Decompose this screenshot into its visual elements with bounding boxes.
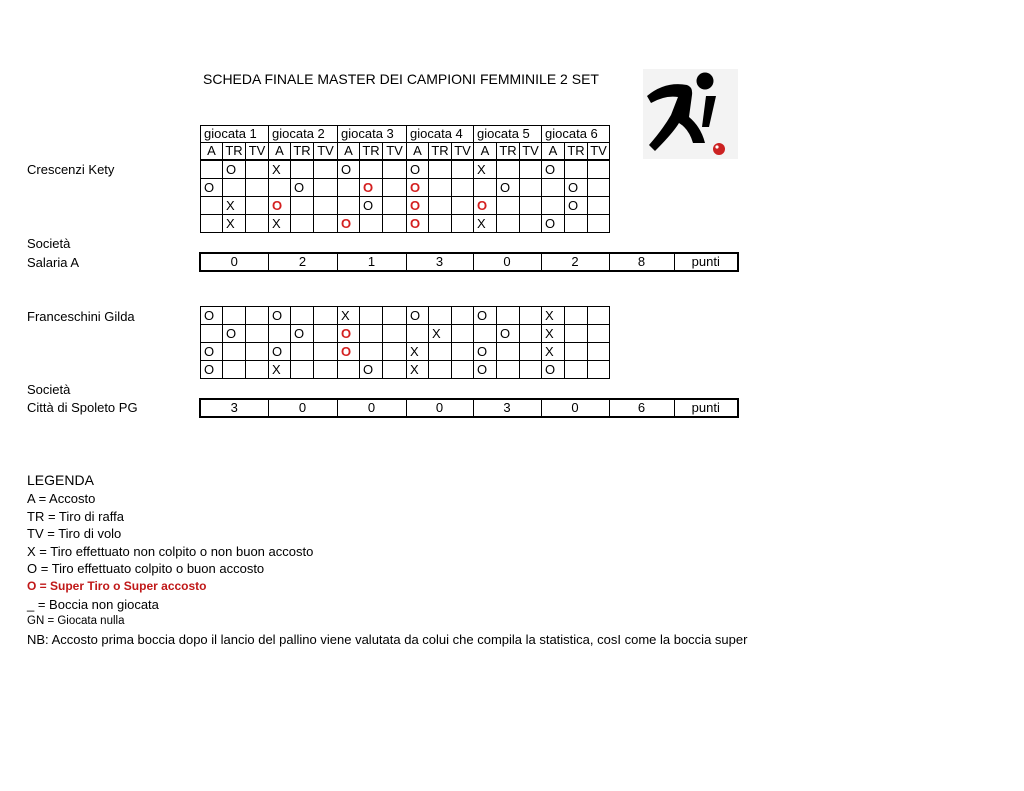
- shot-cell: [452, 361, 474, 379]
- giocata-score: 2: [541, 253, 609, 271]
- societa-label: Società: [27, 236, 71, 251]
- shot-cell: O: [407, 215, 429, 233]
- legend: [27, 471, 747, 648]
- shot-cell: [338, 361, 360, 379]
- shot-cell: [497, 215, 520, 233]
- player-name: Crescenzi Kety: [27, 162, 115, 177]
- shot-cell: [452, 197, 474, 215]
- shot-cell: O: [269, 307, 291, 325]
- shot-cell: [383, 325, 407, 343]
- shot-cell: [246, 307, 269, 325]
- shot-cell: [429, 161, 452, 179]
- legend-title: LEGENDA: [27, 472, 94, 488]
- societa-name: Salaria A: [27, 255, 80, 270]
- shot-cell: [452, 343, 474, 361]
- shot-cell: O: [542, 161, 565, 179]
- shot-type-header: TR: [360, 143, 383, 160]
- shot-cell: [314, 343, 338, 361]
- shot-type-header: TV: [246, 143, 269, 160]
- giocata-score: 0: [473, 253, 541, 271]
- shot-cell: [497, 307, 520, 325]
- shot-type-header: A: [474, 143, 497, 160]
- shot-cell: [588, 161, 610, 179]
- shot-cell: O: [223, 161, 246, 179]
- total-score: 8: [609, 253, 674, 271]
- player-1-grid: [200, 160, 610, 233]
- shot-cell: [429, 215, 452, 233]
- shot-cell: O: [407, 161, 429, 179]
- shot-cell: [383, 161, 407, 179]
- shot-cell: [429, 179, 452, 197]
- legend-line: X = Tiro effettuato non colpito o non buon accosto: [27, 543, 314, 559]
- shot-cell: [246, 179, 269, 197]
- shot-cell: O: [565, 197, 588, 215]
- shot-cell: [588, 197, 610, 215]
- shot-cell: X: [429, 325, 452, 343]
- bocce-player-logo: [643, 69, 738, 159]
- shot-cell: O: [269, 197, 291, 215]
- shot-cell: O: [497, 179, 520, 197]
- shot-cell: [407, 325, 429, 343]
- punti-label: punti: [674, 253, 738, 271]
- shot-cell: O: [223, 325, 246, 343]
- shot-cell: X: [407, 361, 429, 379]
- shot-cell: [452, 307, 474, 325]
- shot-cell: [497, 361, 520, 379]
- shot-cell: O: [360, 197, 383, 215]
- legend-line: _ = Boccia non giocata: [27, 596, 159, 612]
- shot-cell: [246, 197, 269, 215]
- shot-cell: [520, 343, 542, 361]
- shot-cell: [520, 325, 542, 343]
- shot-cell: [201, 197, 223, 215]
- player-name: Franceschini Gilda: [27, 309, 135, 324]
- shot-cell: [291, 197, 314, 215]
- legend-nb-line: NB: Accosto prima boccia dopo il lancio del pallino viene valutata da colui che compila la statistica, cosI come la boccia super: [27, 631, 748, 647]
- shot-cell: [246, 161, 269, 179]
- shot-type-header: TV: [588, 143, 610, 160]
- shot-cell: [588, 361, 610, 379]
- shot-cell: X: [223, 215, 246, 233]
- shot-cell: X: [407, 343, 429, 361]
- shot-type-header: TV: [452, 143, 474, 160]
- giocata-score: 1: [337, 253, 406, 271]
- giocata-score: 0: [337, 399, 406, 417]
- shot-cell: [314, 161, 338, 179]
- shot-cell: [542, 197, 565, 215]
- shot-cell: X: [542, 307, 565, 325]
- giocata-score: 0: [406, 399, 473, 417]
- giocata-header: giocata 3: [338, 126, 407, 143]
- shot-cell: [474, 179, 497, 197]
- shot-cell: [314, 179, 338, 197]
- shot-cell: X: [269, 161, 291, 179]
- total-score: 6: [609, 399, 674, 417]
- shot-cell: O: [542, 215, 565, 233]
- shot-cell: X: [542, 343, 565, 361]
- shot-cell: O: [497, 325, 520, 343]
- shot-cell: [360, 325, 383, 343]
- shot-cell: [474, 325, 497, 343]
- shot-cell: O: [338, 215, 360, 233]
- shot-cell: O: [474, 361, 497, 379]
- shot-cell: [291, 361, 314, 379]
- shot-cell: [314, 215, 338, 233]
- shot-cell: O: [360, 179, 383, 197]
- societa-label: Società: [27, 382, 71, 397]
- shot-cell: [520, 307, 542, 325]
- shot-cell: X: [474, 161, 497, 179]
- giocata-header: giocata 1: [201, 126, 269, 143]
- shot-type-header: TV: [383, 143, 407, 160]
- shot-cell: [452, 215, 474, 233]
- shot-type-header: TV: [520, 143, 542, 160]
- shot-cell: O: [407, 179, 429, 197]
- shot-cell: [338, 197, 360, 215]
- shot-cell: O: [474, 307, 497, 325]
- shot-type-header: TR: [223, 143, 246, 160]
- giocata-header: giocata 4: [407, 126, 474, 143]
- shot-cell: [201, 325, 223, 343]
- shot-cell: [338, 179, 360, 197]
- shot-cell: [520, 179, 542, 197]
- shot-type-header: TR: [565, 143, 588, 160]
- shot-cell: [314, 197, 338, 215]
- shot-cell: [269, 179, 291, 197]
- shot-cell: [314, 325, 338, 343]
- giocata-header: giocata 5: [474, 126, 542, 143]
- shot-cell: O: [201, 343, 223, 361]
- shot-cell: O: [338, 161, 360, 179]
- shot-type-header: A: [269, 143, 291, 160]
- shot-type-header: TV: [314, 143, 338, 160]
- shot-cell: [291, 161, 314, 179]
- shot-cell: [314, 361, 338, 379]
- shot-cell: O: [360, 361, 383, 379]
- shot-cell: [291, 307, 314, 325]
- shot-cell: [383, 361, 407, 379]
- shot-type-header: A: [201, 143, 223, 160]
- shot-type-header: TR: [291, 143, 314, 160]
- shot-cell: [588, 325, 610, 343]
- shot-type-header: A: [542, 143, 565, 160]
- shot-cell: X: [474, 215, 497, 233]
- player-2-grid: [200, 306, 610, 379]
- shot-cell: [201, 161, 223, 179]
- shot-cell: [565, 307, 588, 325]
- shot-cell: O: [542, 361, 565, 379]
- shot-cell: O: [407, 307, 429, 325]
- legend-line: TR = Tiro di raffa: [27, 508, 124, 524]
- shot-type-header: A: [338, 143, 360, 160]
- shot-cell: O: [291, 325, 314, 343]
- shot-cell: [246, 361, 269, 379]
- legend-line: O = Tiro effettuato colpito o buon accosto: [27, 561, 265, 577]
- shot-cell: [497, 343, 520, 361]
- shot-cell: O: [201, 307, 223, 325]
- shot-cell: [520, 197, 542, 215]
- shot-cell: [429, 343, 452, 361]
- shot-cell: [383, 215, 407, 233]
- shot-cell: [565, 325, 588, 343]
- legend-super-line: O = Super Tiro o Super accosto: [27, 578, 207, 593]
- shot-cell: [269, 325, 291, 343]
- shot-cell: [383, 343, 407, 361]
- shot-cell: [588, 179, 610, 197]
- shot-cell: [291, 343, 314, 361]
- shot-cell: [429, 307, 452, 325]
- shot-cell: O: [474, 197, 497, 215]
- giocata-score: 3: [473, 399, 541, 417]
- shot-cell: [383, 197, 407, 215]
- page-title: SCHEDA FINALE MASTER DEI CAMPIONI FEMMINILE 2 SET: [203, 71, 599, 87]
- shot-cell: [383, 179, 407, 197]
- shot-cell: [360, 343, 383, 361]
- shot-cell: [588, 307, 610, 325]
- shot-cell: O: [269, 343, 291, 361]
- shot-cell: O: [338, 343, 360, 361]
- shot-cell: [429, 361, 452, 379]
- shot-cell: [246, 325, 269, 343]
- shot-cell: [360, 161, 383, 179]
- giocata-score: 3: [200, 399, 268, 417]
- societa-name: Città di Spoleto PG: [27, 400, 138, 415]
- giocata-header: giocata 2: [269, 126, 338, 143]
- shot-cell: X: [542, 325, 565, 343]
- shot-cell: [497, 197, 520, 215]
- shot-cell: X: [338, 307, 360, 325]
- shot-cell: [246, 343, 269, 361]
- giocate-header: [200, 125, 610, 160]
- shot-cell: O: [474, 343, 497, 361]
- shot-cell: [246, 215, 269, 233]
- shot-cell: [565, 215, 588, 233]
- shot-cell: O: [407, 197, 429, 215]
- shot-cell: [360, 215, 383, 233]
- shot-cell: [383, 307, 407, 325]
- shot-cell: [452, 179, 474, 197]
- shot-cell: [201, 215, 223, 233]
- giocata-score: 0: [541, 399, 609, 417]
- shot-cell: [291, 215, 314, 233]
- shot-cell: O: [565, 179, 588, 197]
- player-2-score-row: [199, 398, 739, 418]
- shot-cell: O: [291, 179, 314, 197]
- player-1-score-row: [199, 252, 739, 272]
- giocata-score: 2: [268, 253, 337, 271]
- punti-label: punti: [674, 399, 738, 417]
- giocata-score: 3: [406, 253, 473, 271]
- shot-cell: O: [201, 179, 223, 197]
- shot-cell: [565, 361, 588, 379]
- shot-cell: [497, 161, 520, 179]
- shot-cell: [542, 179, 565, 197]
- shot-cell: [223, 307, 246, 325]
- shot-cell: [452, 161, 474, 179]
- shot-cell: [520, 215, 542, 233]
- shot-cell: [314, 307, 338, 325]
- shot-cell: [588, 215, 610, 233]
- shot-cell: X: [223, 197, 246, 215]
- shot-type-header: TR: [429, 143, 452, 160]
- shot-cell: [223, 179, 246, 197]
- giocata-score: 0: [200, 253, 268, 271]
- shot-type-header: TR: [497, 143, 520, 160]
- shot-cell: [520, 161, 542, 179]
- shot-cell: X: [269, 215, 291, 233]
- giocata-score: 0: [268, 399, 337, 417]
- shot-cell: [223, 343, 246, 361]
- shot-cell: X: [269, 361, 291, 379]
- shot-cell: O: [201, 361, 223, 379]
- shot-cell: [520, 361, 542, 379]
- shot-cell: [429, 197, 452, 215]
- giocata-header: giocata 6: [542, 126, 610, 143]
- shot-cell: [565, 343, 588, 361]
- shot-cell: [452, 325, 474, 343]
- shot-cell: [223, 361, 246, 379]
- legend-line: TV = Tiro di volo: [27, 526, 122, 542]
- shot-cell: [360, 307, 383, 325]
- shot-type-header: A: [407, 143, 429, 160]
- legend-gn-line: GN = Giocata nulla: [27, 615, 125, 628]
- shot-cell: O: [338, 325, 360, 343]
- shot-cell: [588, 343, 610, 361]
- legend-line: A = Accosto: [27, 491, 96, 506]
- shot-cell: [565, 161, 588, 179]
